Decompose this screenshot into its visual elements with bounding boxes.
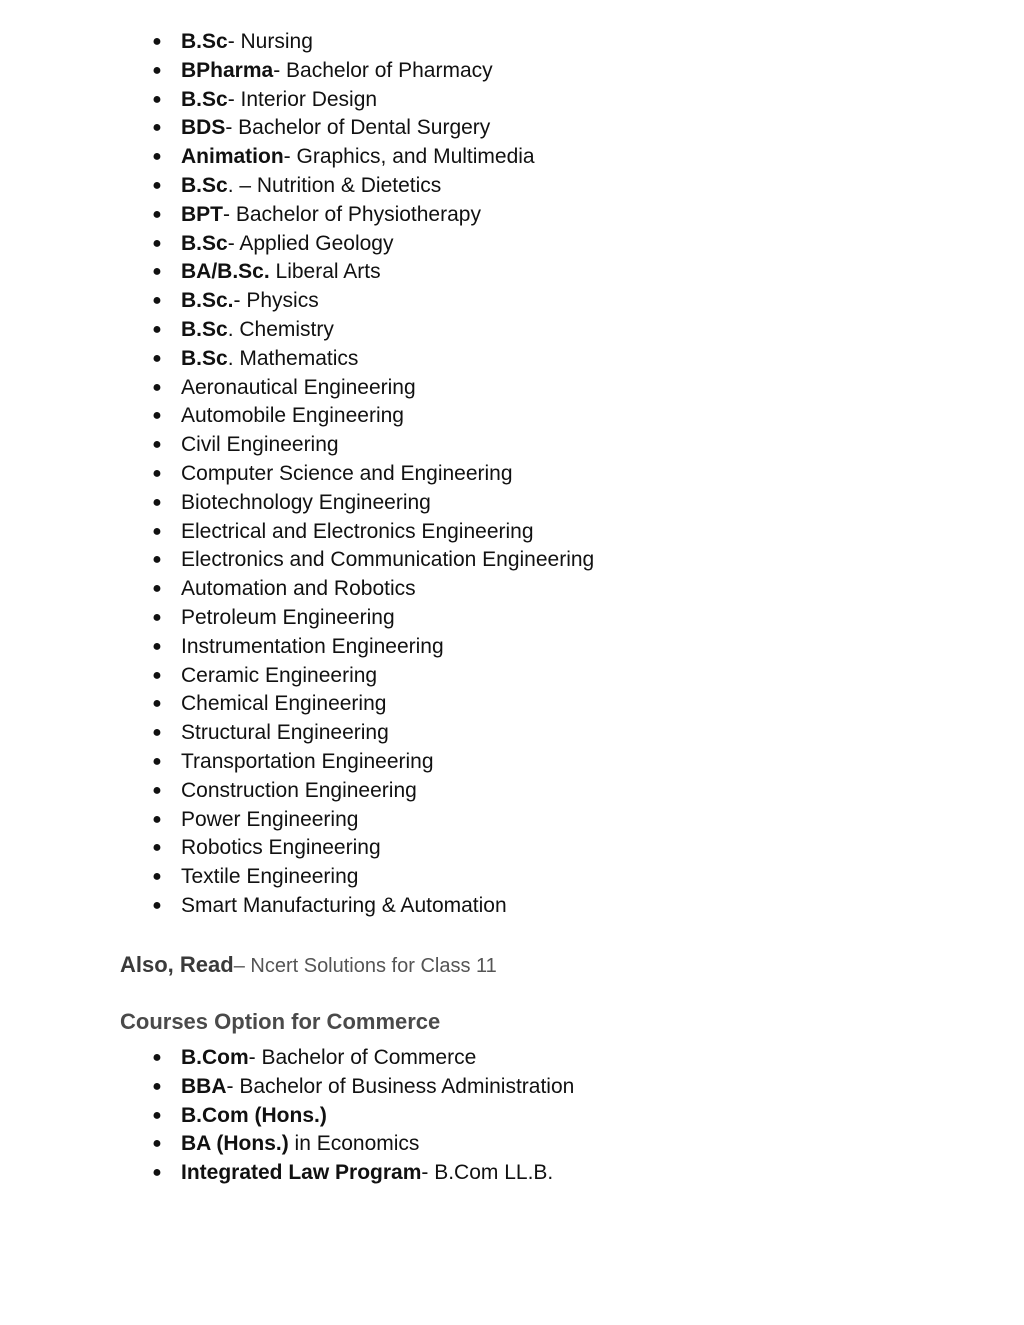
bullet-icon: ● bbox=[152, 781, 162, 799]
course-description: Transportation Engineering bbox=[181, 749, 434, 773]
course-description: Power Engineering bbox=[181, 807, 359, 831]
list-item bbox=[150, 230, 594, 259]
course-description: Biotechnology Engineering bbox=[181, 490, 431, 514]
bullet-icon: ● bbox=[152, 349, 162, 367]
course-abbreviation: BDS bbox=[181, 116, 226, 140]
list-item bbox=[150, 489, 594, 518]
course-description: Instrumentation Engineering bbox=[181, 634, 444, 658]
course-abbreviation: B.Sc bbox=[181, 30, 228, 53]
bullet-icon: ● bbox=[152, 752, 162, 770]
bullet-icon: ● bbox=[152, 1049, 162, 1066]
course-description: Chemical Engineering bbox=[181, 692, 387, 716]
bullet-icon: ● bbox=[152, 695, 162, 713]
bullet-icon: ● bbox=[152, 61, 162, 79]
list-item bbox=[150, 143, 594, 172]
bullet-icon: ● bbox=[152, 1077, 162, 1095]
bullet-icon: ● bbox=[152, 320, 162, 338]
list-item bbox=[150, 57, 594, 86]
bullet-icon: ● bbox=[152, 580, 162, 598]
list-item bbox=[150, 834, 594, 863]
bullet-icon: ● bbox=[152, 148, 162, 166]
course-description: . – Nutrition & Dietetics bbox=[227, 173, 442, 197]
course-description: Robotics Engineering bbox=[181, 836, 381, 860]
bullet-icon: ● bbox=[152, 839, 162, 857]
course-abbreviation: B.Sc bbox=[181, 173, 228, 197]
bullet-icon: ● bbox=[152, 551, 162, 569]
list-item bbox=[150, 172, 594, 201]
list-item bbox=[150, 316, 594, 345]
list-item bbox=[150, 748, 594, 777]
list-item bbox=[150, 1159, 574, 1188]
course-description: - Graphics, and Multimedia bbox=[283, 145, 535, 169]
course-abbreviation: B.Com bbox=[181, 1046, 249, 1069]
course-description: Smart Manufacturing & Automation bbox=[181, 893, 507, 917]
course-abbreviation: BPharma bbox=[181, 58, 274, 82]
list-item bbox=[150, 1102, 574, 1131]
course-description: Computer Science and Engineering bbox=[181, 461, 513, 485]
bullet-icon: ● bbox=[152, 724, 162, 742]
bullet-icon: ● bbox=[152, 493, 162, 511]
list-item bbox=[150, 402, 594, 431]
commerce-section-heading: Courses Option for Commerce bbox=[120, 1009, 441, 1034]
list-item bbox=[150, 604, 594, 633]
course-abbreviation: B.Sc. bbox=[181, 289, 234, 313]
list-item bbox=[150, 690, 594, 719]
bullet-icon: ● bbox=[152, 205, 162, 223]
course-description: - Physics bbox=[233, 289, 319, 313]
bullet-icon: ● bbox=[152, 666, 162, 684]
course-abbreviation: Animation bbox=[181, 145, 284, 169]
list-item bbox=[150, 719, 594, 748]
list-item bbox=[150, 546, 594, 575]
also-read-line bbox=[120, 950, 497, 981]
list-item bbox=[150, 1130, 574, 1159]
course-abbreviation: BPT bbox=[181, 202, 223, 226]
bullet-icon: ● bbox=[152, 119, 162, 137]
course-description: Construction Engineering bbox=[181, 778, 417, 802]
course-description: Structural Engineering bbox=[181, 721, 389, 745]
course-description: - B.Com LL.B. bbox=[421, 1161, 554, 1185]
list-item bbox=[150, 518, 594, 547]
list-item bbox=[150, 892, 594, 921]
course-description: . Chemistry bbox=[227, 317, 334, 341]
bullet-icon: ● bbox=[152, 464, 162, 482]
course-description: Liberal Arts bbox=[269, 260, 381, 284]
course-description: - Interior Design bbox=[227, 87, 378, 111]
course-description: Petroleum Engineering bbox=[181, 605, 395, 629]
course-description: Aeronautical Engineering bbox=[181, 375, 416, 399]
course-abbreviation: B.Com (Hons.) bbox=[181, 1103, 327, 1127]
course-abbreviation: BA/B.Sc. bbox=[181, 260, 270, 284]
list-item bbox=[150, 258, 594, 287]
bullet-icon: ● bbox=[152, 868, 162, 886]
course-description: Textile Engineering bbox=[181, 865, 359, 889]
bullet-icon: ● bbox=[152, 407, 162, 425]
course-description: in Economics bbox=[288, 1132, 420, 1156]
bullet-icon: ● bbox=[152, 33, 162, 50]
course-abbreviation: B.Sc bbox=[181, 346, 228, 370]
course-description: Electronics and Communication Engineering bbox=[181, 548, 595, 572]
list-item bbox=[150, 662, 594, 691]
course-description: Civil Engineering bbox=[181, 433, 339, 457]
course-abbreviation: B.Sc bbox=[181, 231, 228, 255]
bullet-icon: ● bbox=[152, 1135, 162, 1153]
list-item bbox=[150, 575, 594, 604]
bullet-icon: ● bbox=[152, 378, 162, 396]
list-item bbox=[150, 114, 594, 143]
course-description: - Bachelor of Pharmacy bbox=[273, 58, 493, 82]
bullet-icon: ● bbox=[152, 234, 162, 252]
course-abbreviation: B.Sc bbox=[181, 317, 228, 341]
course-description: Automobile Engineering bbox=[181, 404, 404, 428]
course-abbreviation: BBA bbox=[181, 1074, 227, 1098]
bullet-icon: ● bbox=[152, 176, 162, 194]
bullet-icon: ● bbox=[152, 608, 162, 626]
course-description: Automation and Robotics bbox=[181, 577, 416, 601]
course-description: - Bachelor of Business Administration bbox=[226, 1074, 575, 1098]
bullet-icon: ● bbox=[152, 896, 162, 914]
course-description: - Bachelor of Physiotherapy bbox=[223, 202, 481, 226]
list-item bbox=[150, 1044, 574, 1073]
course-abbreviation: B.Sc bbox=[181, 87, 228, 111]
list-item bbox=[150, 863, 594, 892]
list-item bbox=[150, 374, 594, 403]
course-description: - Nursing bbox=[227, 30, 313, 53]
list-item bbox=[150, 460, 594, 489]
list-item bbox=[150, 86, 594, 115]
course-abbreviation: BA (Hons.) bbox=[181, 1132, 289, 1156]
list-item bbox=[150, 201, 594, 230]
bullet-icon: ● bbox=[152, 90, 162, 108]
list-item bbox=[150, 777, 594, 806]
also-read-label: Also, Read bbox=[120, 952, 234, 977]
course-description: Electrical and Electronics Engineering bbox=[181, 519, 534, 543]
list-item bbox=[150, 431, 594, 460]
list-item bbox=[150, 345, 594, 374]
bullet-icon: ● bbox=[152, 810, 162, 828]
science-course-list bbox=[150, 28, 594, 921]
list-item bbox=[150, 633, 594, 662]
course-description: . Mathematics bbox=[227, 346, 359, 370]
course-description: - Bachelor of Dental Surgery bbox=[225, 116, 491, 140]
bullet-icon: ● bbox=[152, 292, 162, 310]
bullet-icon: ● bbox=[152, 436, 162, 454]
bullet-icon: ● bbox=[152, 637, 162, 655]
bullet-icon: ● bbox=[152, 263, 162, 281]
list-item bbox=[150, 1073, 574, 1102]
course-abbreviation: Integrated Law Program bbox=[181, 1161, 422, 1185]
list-item bbox=[150, 806, 594, 835]
list-item bbox=[150, 28, 594, 57]
bullet-icon: ● bbox=[152, 1106, 162, 1124]
bullet-icon: ● bbox=[152, 522, 162, 540]
also-read-link[interactable]: – Ncert Solutions for Class 11 bbox=[233, 955, 497, 977]
bullet-icon: ● bbox=[152, 1164, 162, 1182]
course-description: - Applied Geology bbox=[227, 231, 394, 255]
course-description: Ceramic Engineering bbox=[181, 663, 378, 687]
course-description: - Bachelor of Commerce bbox=[248, 1046, 477, 1069]
commerce-course-list bbox=[150, 1044, 574, 1188]
list-item bbox=[150, 287, 594, 316]
